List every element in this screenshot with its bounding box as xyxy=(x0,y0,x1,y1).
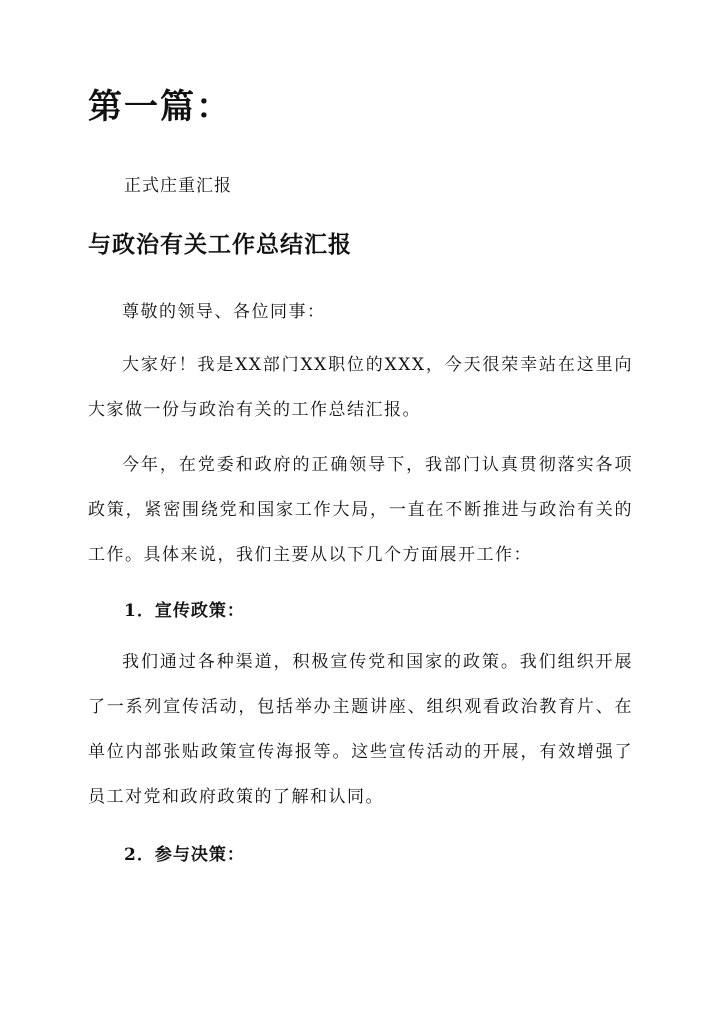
chapter-title: 第一篇： xyxy=(88,87,232,127)
greeting-paragraph: 尊敬的领导、各位同事： xyxy=(122,302,326,322)
item-1-body: 我们通过各种渠道，积极宣传党和国家的政策。我们组织开展了一系列宣传活动，包括举办主题讲座、组织观看政治教育片、在单位内部张贴政策宣传海报等。这些宣传活动的开展，有效增强了员工对党和政府政策的了解和认同。 xyxy=(88,652,633,807)
item-1-heading: 1．宣传政策： xyxy=(124,601,245,621)
item-2-heading: 2．参与决策： xyxy=(124,845,245,865)
intro-paragraph: 大家好！我是XX部门XX职位的XXX，今天很荣幸站在这里向大家做一份与政治有关的工作总结汇报。 xyxy=(88,355,633,420)
subtitle: 正式庄重汇报 xyxy=(124,176,232,196)
overview-paragraph: 今年，在党委和政府的正确领导下，我部门认真贯彻落实各项政策，紧密围绕党和国家工作大局，一直在不断推进与政治有关的工作。具体来说，我们主要从以下几个方面展开工作： xyxy=(88,455,633,565)
section-title: 与政治有关工作总结汇报 xyxy=(88,231,352,258)
